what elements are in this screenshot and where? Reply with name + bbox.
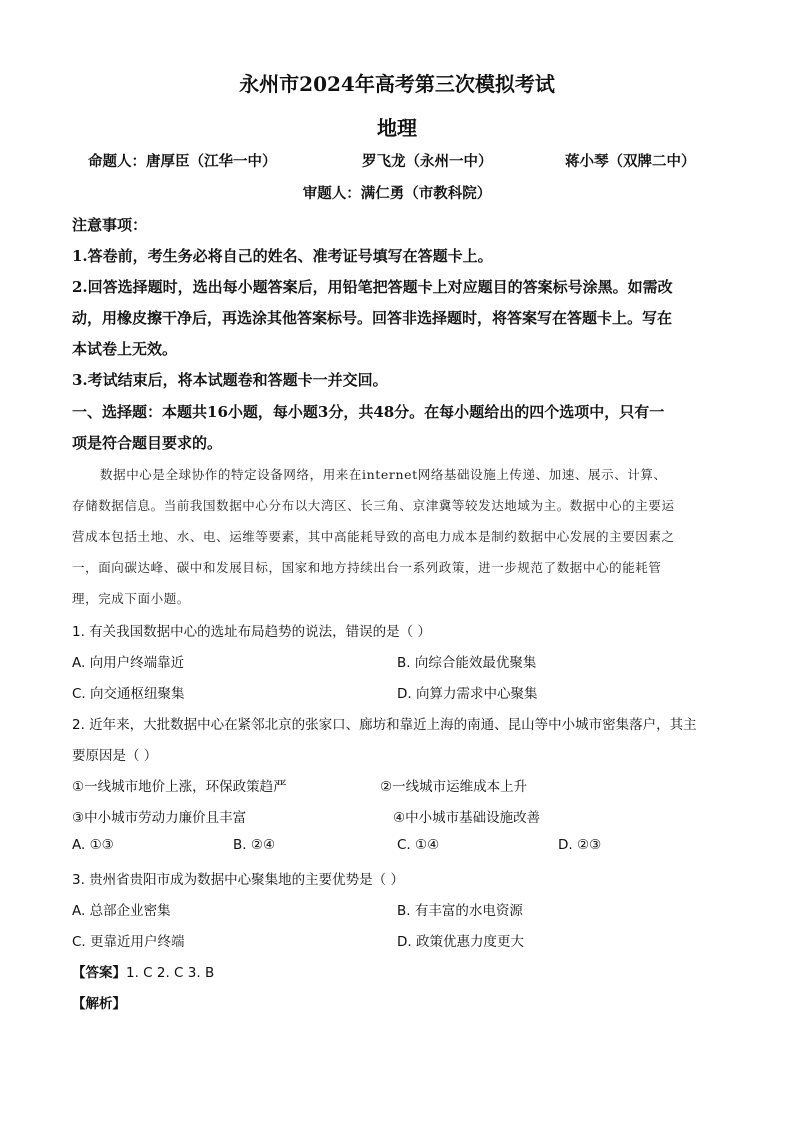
q2-option-b: B. ②④	[233, 837, 276, 853]
passage-line: 一，面向碳达峰、碳中和发展目标，国家和地方持续出台一系列政策，进一步规范了数据中心的能耗管	[72, 560, 662, 575]
q2-option-a: A. ①③	[72, 837, 114, 853]
analysis-label: 【解析】	[72, 996, 126, 1012]
q3-option-d: D. 政策优惠力度更大	[397, 934, 524, 950]
q2-statement-1: ①一线城市地价上涨，环保政策趋严	[72, 779, 287, 795]
q2-statement-4: ④中小城市基础设施改善	[393, 810, 541, 826]
note-item: 2.回答选择题时，选出每小题答案后，用铅笔把答题卡上对应题目的答案标号涂黑。如需改	[72, 278, 673, 296]
q1-option-c: C. 向交通枢纽聚集	[72, 686, 185, 702]
notes-heading: 注意事项：	[72, 216, 148, 234]
note-item: 本试卷上无效。	[72, 340, 178, 358]
reviewer-line: 审题人：满仁勇（市教科院）	[302, 185, 492, 202]
q2-statement-3: ③中小城市劳动力廉价且丰富	[72, 810, 247, 826]
passage-line: 营成本包括土地、水、电、运维等要素，其中高能耗导致的高电力成本是制约数据中心发展的主要因素之	[72, 529, 675, 544]
note-item: 动，用橡皮擦干净后，再选涂其他答案标号。回答非选择题时，将答案写在答题卡上。写在	[72, 309, 673, 327]
exam-subject: 地理	[377, 116, 417, 140]
note-item: 3.考试结束后，将本试题卷和答题卡一并交回。	[72, 371, 388, 389]
answer-values: 1. C 2. C 3. B	[126, 965, 215, 981]
author-2: 罗飞龙（永州一中）	[362, 153, 493, 170]
q1-option-b: B. 向综合能效最优聚集	[397, 655, 537, 671]
passage-line: 存储数据信息。当前我国数据中心分布以大湾区、长三角、京津冀等较发达地域为主。数据中心的主要运	[72, 498, 675, 513]
author-1: 命题人：唐厚臣（江华一中）	[88, 153, 277, 170]
q1-option-d: D. 向算力需求中心聚集	[397, 686, 538, 702]
section-heading-cont: 项是符合题目要求的。	[72, 434, 223, 452]
q2-option-c: C. ①④	[397, 837, 440, 853]
q3-option-a: A. 总部企业密集	[72, 903, 171, 919]
author-3: 蒋小琴（双牌二中）	[565, 153, 696, 170]
answer-label: 【答案】	[72, 965, 126, 981]
q3-option-c: C. 更靠近用户终端	[72, 934, 185, 950]
note-item: 1.答卷前，考生务必将自己的姓名、准考证号填写在答题卡上。	[72, 247, 493, 265]
q2-option-d: D. ②③	[558, 837, 602, 853]
q3-option-b: B. 有丰富的水电资源	[397, 903, 523, 919]
passage-line: 数据中心是全球协作的特定设备网络，用来在internet网络基础设施上传递、加速、展示、计算、	[100, 467, 667, 482]
q1-option-a: A. 向用户终端靠近	[72, 655, 185, 671]
question-1-stem: 1. 有关我国数据中心的选址布局趋势的说法，错误的是（ ）	[72, 624, 431, 640]
question-3-stem: 3. 贵州省贵阳市成为数据中心聚集地的主要优势是（ ）	[72, 872, 404, 888]
passage-line: 理，完成下面小题。	[72, 591, 190, 606]
q2-statement-2: ②一线城市运维成本上升	[380, 779, 528, 795]
exam-title: 永州市2024年高考第三次模拟考试	[239, 72, 555, 96]
answer-line	[72, 961, 214, 981]
section-heading: 一、选择题：本题共16小题，每小题3分，共48分。在每小题给出的四个选项中，只有一	[72, 403, 665, 421]
question-2-stem: 2. 近年来，大批数据中心在紧邻北京的张家口、廊坊和靠近上海的南通、昆山等中小城市密集落户，其主	[72, 717, 697, 733]
question-2-stem-cont: 要原因是（ ）	[72, 748, 158, 764]
analysis-line	[72, 992, 126, 1012]
